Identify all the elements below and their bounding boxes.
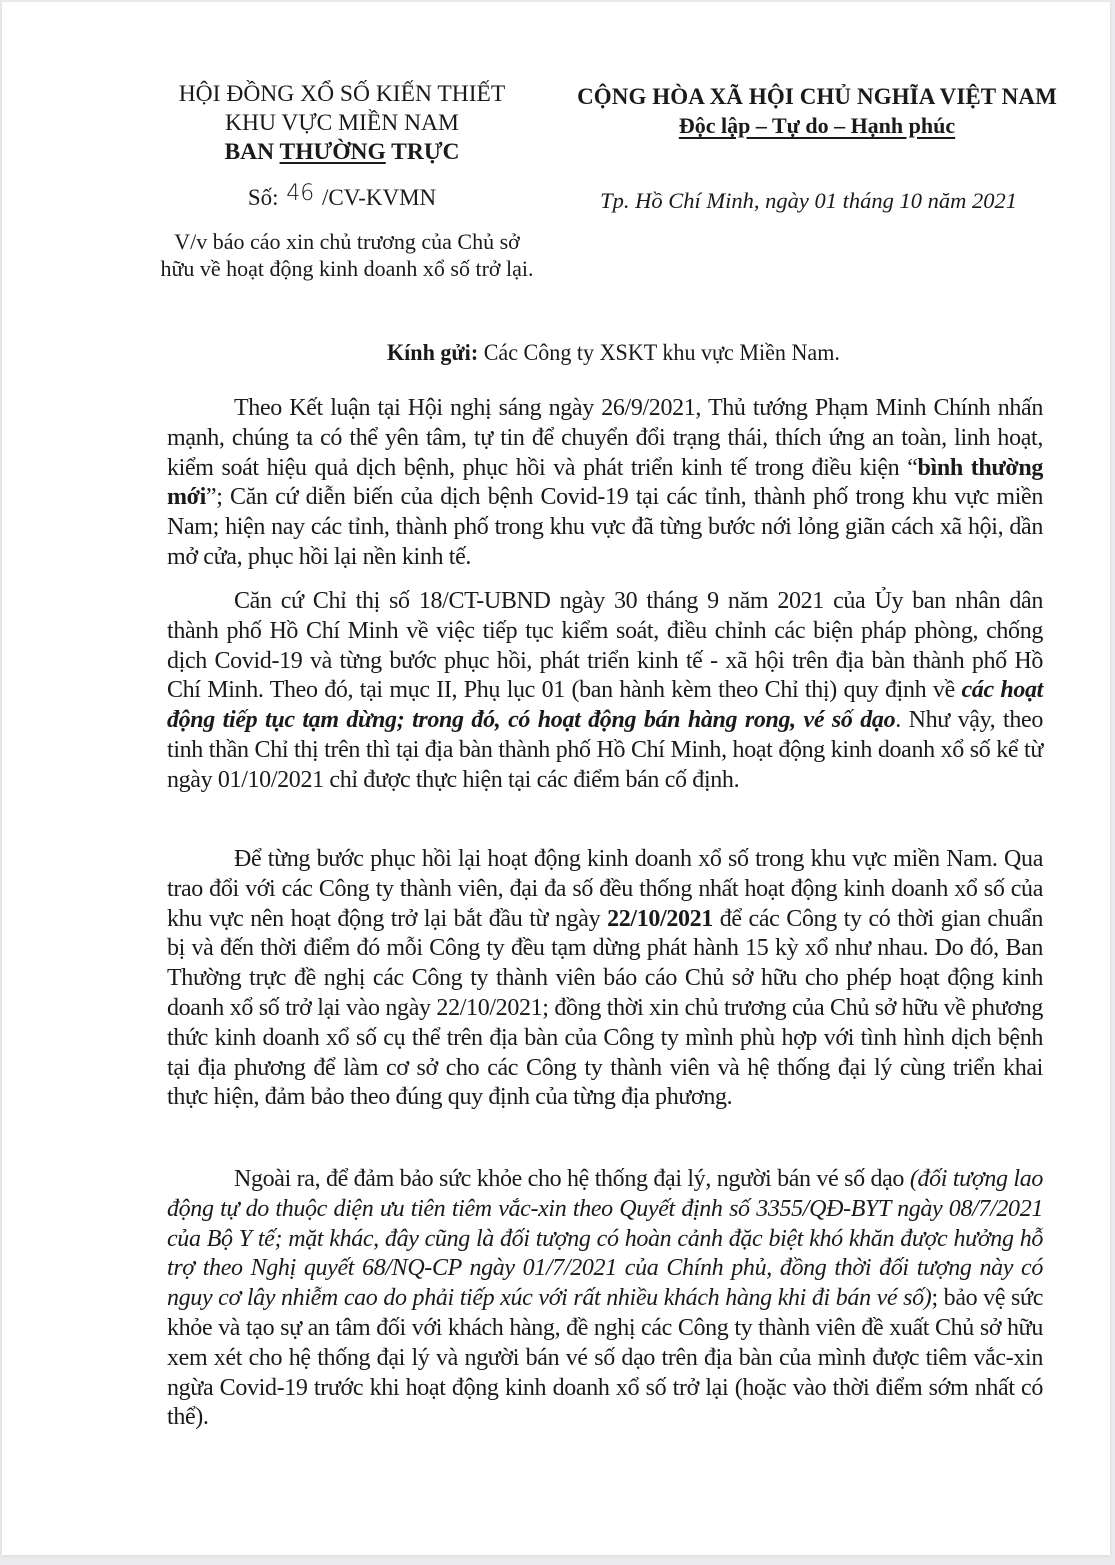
subject-line-2: hữu về hoạt động kinh doanh xổ số trở lại. <box>160 256 534 281</box>
place-and-date <box>557 188 1077 214</box>
authority-line-3-underlined: THƯỜNG <box>279 139 386 165</box>
p1-bold: bình thường mới <box>167 454 1043 511</box>
p2-text-a: Căn cứ Chỉ thị số 18/CT-UBND ngày 30 tháng 9 năm 2021 của Ủy ban nhân dân thành phố Hồ Chí Minh về việc tiếp tục kiểm soát, điều chỉnh các biện pháp phòng, chống dịch Covid-19 và từng bước phục hồi, phát triển kinh tế - xã hội trên địa bàn thành phố Hồ Chí Minh. Theo đó, tại mục II, Phụ lục 01 (ban hành kèm theo Chỉ thị) quy định về <box>167 588 1043 704</box>
recipient-value: Các Công ty XSKT khu vực Miền Nam. <box>478 340 840 365</box>
national-header <box>557 82 1077 140</box>
authority-line-1: HỘI ĐỒNG XỔ SỐ KIẾN THIẾT <box>178 81 506 107</box>
p1-text-b: ”; Căn cứ diễn biến của dịch bệnh Covid-19 tại các tỉnh, thành phố trong khu vực miền Nam; hiện nay các tỉnh, thành phố trong khu vực đã từng bước nới lỏng giãn cách xã hội, dần mở cửa, phục hồi lại nền kinh tế. <box>167 484 1043 570</box>
recipient-label: Kính gửi: <box>387 340 479 365</box>
p2-text-b: . Như vậy, theo tinh thần Chỉ thị trên thì tại địa bàn thành phố Hồ Chí Minh, hoạt động kinh doanh xổ số kể từ ngày 01/10/2021 chỉ được thực hiện tại các điểm bán cố định. <box>167 707 1043 793</box>
document-number <box>142 181 542 211</box>
p3-text-b: để các Công ty có thời gian chuẩn bị và đến thời điểm đó mỗi Công ty đều tạm dừng phát hành 15 kỳ xổ như nhau. Do đó, Ban Thường trực đề nghị các Công ty thành viên báo cáo Chủ sở hữu cho phép hoạt động kinh doanh xổ số trở lại vào ngày 22/10/2021; đồng thời xin chủ trương của Chủ sở hữu về phương thức kinh doanh xổ số cụ thể trên địa bàn của Công ty mình phù hợp với tình hình dịch bệnh tại địa phương để làm cơ sở cho các Công ty thành viên và hệ thống đại lý cùng triển khai thực hiện, đảm bảo theo đúng quy định của từng địa phương. <box>167 905 1043 1111</box>
document-page <box>2 2 1110 1555</box>
paragraph-4 <box>167 1165 1043 1433</box>
authority-line-3 <box>142 138 542 167</box>
recipient <box>387 340 840 366</box>
authority-line-3-prefix: BAN <box>224 139 280 165</box>
p3-text-a: Để từng bước phục hồi lại hoạt động kinh doanh xổ số trong khu vực miền Nam. Qua trao đổi với các Công ty thành viên, đại đa số đều thống nhất hoạt động kinh doanh xổ số của khu vực nên hoạt động trở lại bắt đầu từ ngày <box>167 846 1043 932</box>
p4-italic: (đối tượng lao động tự do thuộc diện ưu tiên tiêm vắc-xin theo Quyết định số 3355/QĐ-BYT ngày 08/7/2021 của Bộ Y tế; mặt khác, đây cũng là đối tượng có hoàn cảnh đặc biệt khó khăn được hưởng hỗ trợ theo Nghị quyết 68/NQ-CP ngày 01/7/2021 của Chính phủ, đồng thời đối tượng này có nguy cơ lây nhiễm cao do phải tiếp xúc với rất nhiều khách hàng khi đi bán vé số) <box>167 1166 1043 1312</box>
p4-text-a: Ngoài ra, để đảm bảo sức khỏe cho hệ thống đại lý, người bán vé số dạo <box>234 1166 910 1192</box>
subject-line-1: V/v báo cáo xin chủ trương của Chủ sở <box>174 229 520 254</box>
document-number-handwritten: 46 <box>286 181 315 206</box>
p4-text-b: ; bảo vệ sức khỏe và tạo sự an tâm đối với khách hàng, đề nghị các Công ty thành viên đề xuất Chủ sở hữu xem xét cho hệ thống đại lý và người bán vé số dạo trên địa bàn của mình được tiêm vắc-xin ngừa Covid-19 trước khi hoạt động kinh doanh xổ số trở lại (hoặc vào thời điểm sớm nhất có thể). <box>167 1285 1043 1431</box>
national-motto: Độc lập – Tự do – Hạnh phúc <box>678 113 956 138</box>
place-date-text: Tp. Hồ Chí Minh, ngày 01 tháng 10 năm 2021 <box>600 188 1017 213</box>
nation-name: CỘNG HÒA XÃ HỘI CHỦ NGHĨA VIỆT NAM <box>577 84 1057 109</box>
document-number-suffix: /CV-KVMN <box>322 185 437 210</box>
document-number-prefix: Số: <box>247 185 279 210</box>
authority-line-2: KHU VỰC MIỀN NAM <box>225 110 459 136</box>
p1-text-a: Theo Kết luận tại Hội nghị sáng ngày 26/9/2021, Thủ tướng Phạm Minh Chính nhấn mạnh, chúng ta có thể yên tâm, tự tin để chuyển đổi trạng thái, thích ứng an toàn, linh hoạt, kiểm soát hiệu quả dịch bệnh, phục hồi và phát triển kinh tế trong điều kiện “ <box>167 395 1043 481</box>
subject <box>132 228 562 282</box>
paragraph-2 <box>167 587 1043 796</box>
p2-bold-italic: các hoạt động tiếp tục tạm dừng; trong đó, có hoạt động bán hàng rong, vé số dạo <box>167 677 1043 734</box>
p3-bold-date: 22/10/2021 <box>607 905 713 932</box>
paragraph-1 <box>167 394 1043 573</box>
authority-line-3-suffix: TRỰC <box>385 139 460 165</box>
paragraph-3 <box>167 845 1043 1113</box>
issuing-authority <box>142 80 542 167</box>
